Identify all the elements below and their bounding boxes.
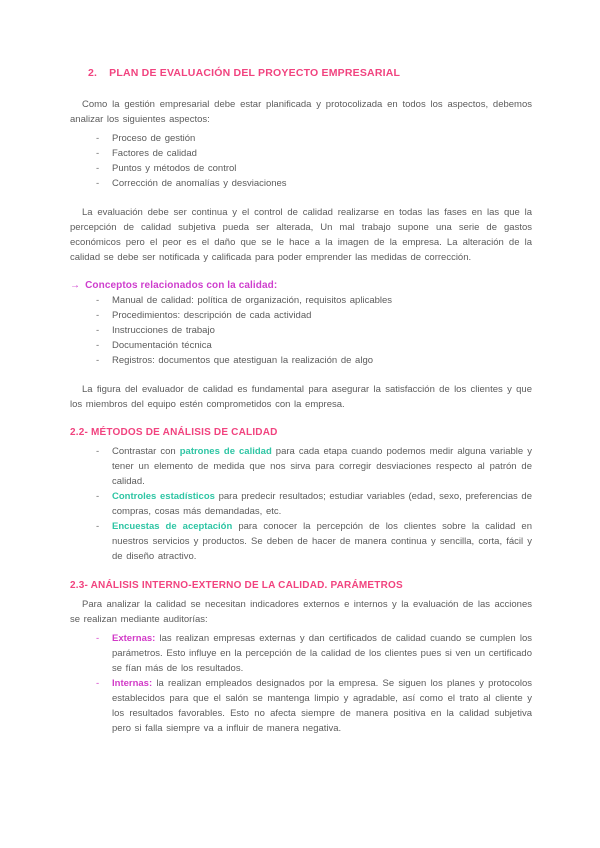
- bullet-dash: -: [96, 491, 100, 502]
- list-item-text: Proceso de gestión: [112, 133, 196, 144]
- list-item: [96, 161, 532, 176]
- label-externas: Externas:: [112, 633, 156, 644]
- list-item-text: Controles estadísticos para predecir resultados; estudiar variables (edad, sexo, preferencias de compras, cosas más demandadas, etc.: [112, 491, 532, 517]
- list-item: [96, 308, 532, 323]
- section-2-2-heading: 2.2- MÉTODOS DE ANÁLISIS DE CALIDAD: [70, 427, 278, 438]
- bullet-dash: -: [96, 446, 100, 457]
- section-2-3-heading: 2.3- ANÁLISIS INTERNO-EXTERNO DE LA CALIDAD. PARÁMETROS: [70, 580, 403, 591]
- list-item-text: Encuestas de aceptación para conocer la percepción de los clientes sobre la calidad en nuestros servicios y productos. Se deben de hacer de manera continua y sencilla, corta, fácil y de diseño atractivo.: [112, 521, 532, 562]
- highlight-controles: Controles estadísticos: [112, 491, 215, 502]
- list-item-text: Factores de calidad: [112, 148, 197, 159]
- bullet-dash: -: [96, 148, 100, 159]
- concepts-heading: [70, 278, 532, 293]
- list-item: [96, 293, 532, 308]
- list-item-text: Externas: las realizan empresas externas y dan certificados de calidad cuando se cumplen los parámetros. Esto influye en la percepción de la calidad de los clientes pues si ven un certificado se fían más de los resultados.: [112, 633, 532, 674]
- list-item: [96, 676, 532, 736]
- aspects-list: [96, 131, 532, 191]
- list-item: [96, 146, 532, 161]
- list-item: [96, 131, 532, 146]
- list-item-text: Contrastar con patrones de calidad para cada etapa cuando podemos medir alguna variable y tener un elemento de medida que nos sirva para corregir desviaciones respecto al patrón de calidad.: [112, 446, 532, 487]
- bullet-dash: -: [96, 340, 100, 351]
- list-item-text: Documentación técnica: [112, 340, 212, 351]
- bullet-dash: -: [96, 163, 100, 174]
- list-item: [96, 489, 532, 519]
- bullet-dash: -: [96, 325, 100, 336]
- highlight-encuestas: Encuestas de aceptación: [112, 521, 233, 532]
- list-item: [96, 338, 532, 353]
- bullet-dash: -: [96, 133, 100, 144]
- label-internas: Internas:: [112, 678, 153, 689]
- list-item: [96, 353, 532, 368]
- audits-intro-paragraph: Para analizar la calidad se necesitan indicadores externos e internos y la evaluación de las acciones se realizan mediante auditorías:: [70, 599, 532, 625]
- bullet-dash: -: [96, 678, 100, 689]
- concepts-heading-text: Conceptos relacionados con la calidad:: [85, 280, 278, 291]
- list-item-text: Procedimientos: descripción de cada actividad: [112, 310, 312, 321]
- evaluator-paragraph: La figura del evaluador de calidad es fundamental para asegurar la satisfacción de los clientes y que los miembros del equipo estén comprometidos con la empresa.: [70, 384, 532, 410]
- list-item-text: Instrucciones de trabajo: [112, 325, 215, 336]
- section-number: 2.: [88, 67, 98, 79]
- bullet-dash: -: [96, 355, 100, 366]
- list-item-text: Registros: documentos que atestiguan la realización de algo: [112, 355, 374, 366]
- list-item: [96, 323, 532, 338]
- bullet-dash: -: [96, 310, 100, 321]
- list-item-text: Manual de calidad: política de organización, requisitos aplicables: [112, 295, 393, 306]
- methods-list: [96, 444, 532, 564]
- right-arrow-icon: →: [70, 280, 81, 291]
- list-item-text: Internas: la realizan empleados designados por la empresa. Se siguen los planes y protocolos establecidos para que el salón se mantenga limpio y agradable, así como el trato al cliente y los resultados favorables. Esto no afecta siempre de manera positiva en la calidad subjetiva pero si falla siempre va a influir de manera negativa.: [112, 678, 532, 734]
- highlight-patrones: patrones de calidad: [179, 446, 272, 457]
- list-item-text: Puntos y métodos de control: [112, 163, 237, 174]
- bullet-dash: -: [96, 178, 100, 189]
- bullet-dash: -: [96, 521, 100, 532]
- list-item: [96, 444, 532, 489]
- intro-paragraph: Como la gestión empresarial debe estar planificada y protocolizada en todos los aspectos, debemos analizar los siguientes aspectos:: [70, 99, 532, 125]
- bullet-dash: -: [96, 633, 100, 644]
- section-title-text: PLAN DE EVALUACIÓN DEL PROYECTO EMPRESARIAL: [109, 67, 401, 79]
- list-item: [96, 519, 532, 564]
- evaluation-paragraph: La evaluación debe ser continua y el control de calidad realizarse en todas las fases en las que la percepción de calidad subjetiva pueda ser alterada, Un mal trabajo supone una serie de gastos económicos pero el peor es el daño que se le hace a la imagen de la empresa. La alteración de la calidad se debe ser notificada y calificada para poder emprender las medidas de corrección.: [70, 207, 532, 263]
- list-item: [96, 176, 532, 191]
- audits-list: [96, 631, 532, 736]
- list-item: [96, 631, 532, 676]
- page-title: [88, 66, 532, 81]
- list-item-text: Corrección de anomalías y desviaciones: [112, 178, 287, 189]
- concepts-list: [96, 293, 532, 368]
- bullet-dash: -: [96, 295, 100, 306]
